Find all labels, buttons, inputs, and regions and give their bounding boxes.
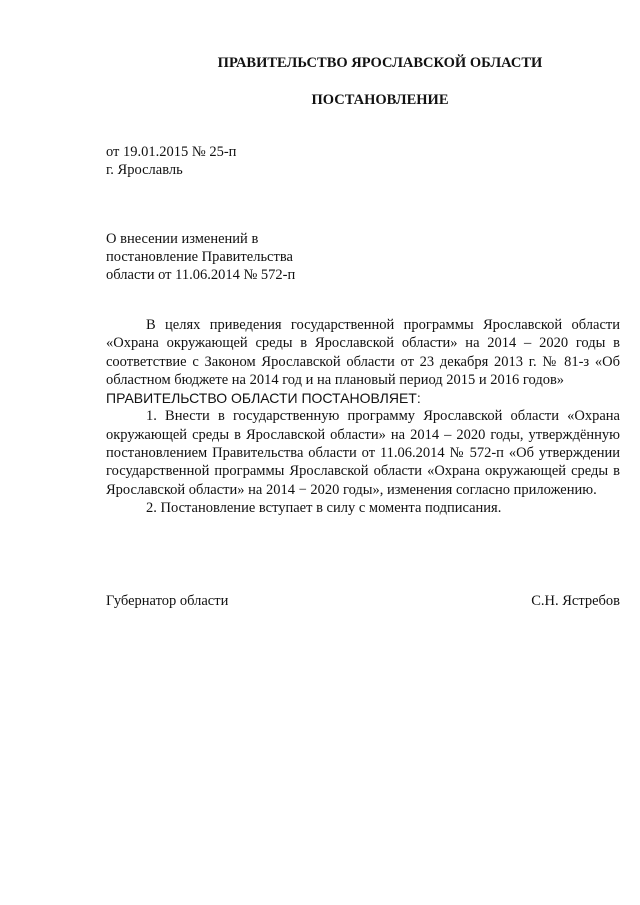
document-city: г. Ярославль <box>106 162 183 178</box>
signatory-position: Губернатор области <box>106 593 229 609</box>
document-subject <box>106 230 295 284</box>
government-title: ПРАВИТЕЛЬСТВО ЯРОСЛАВСКОЙ ОБЛАСТИ <box>217 55 543 71</box>
document-type: ПОСТАНОВЛЕНИЕ <box>311 92 449 108</box>
subject-line: постановление Правительства <box>106 249 293 265</box>
preamble-paragraph: В целях приведения государственной программы Ярославской области «Охрана окружающей среды в Ярославской области» на 2014 – 2020 годы в соответствие с Законом Ярославской области от 23 декабря 2013 г. № 81-з «Об областном бюджете на 2014 год и на плановый период 2015 и 2016 годов» <box>106 317 620 388</box>
document-date-number: от 19.01.2015 № 25-п <box>106 144 237 160</box>
item-paragraph-1: 1. Внести в государственную программу Ярославской области «Охрана окружающей среды в Ярославской области» на 2014 – 2020 годы, утверждённую постановлением Правительства области от 11.06.2014 № 572-п «Об утверждении государственной программы Ярославской области «Охрана окружающей среды в Ярославской области» на 2014 − 2020 годы», изменения согласно приложению. <box>106 408 620 498</box>
subject-line: области от 11.06.2014 № 572-п <box>106 267 296 283</box>
decree-heading: ПРАВИТЕЛЬСТВО ОБЛАСТИ ПОСТАНОВЛЯЕТ: <box>106 390 421 407</box>
item-paragraph-2: 2. Постановление вступает в силу с момента подписания. <box>146 499 502 516</box>
signatory-name: С.Н. Ястребов <box>531 593 620 609</box>
subject-line: О внесении изменений в <box>106 231 259 247</box>
document-body <box>106 316 620 517</box>
